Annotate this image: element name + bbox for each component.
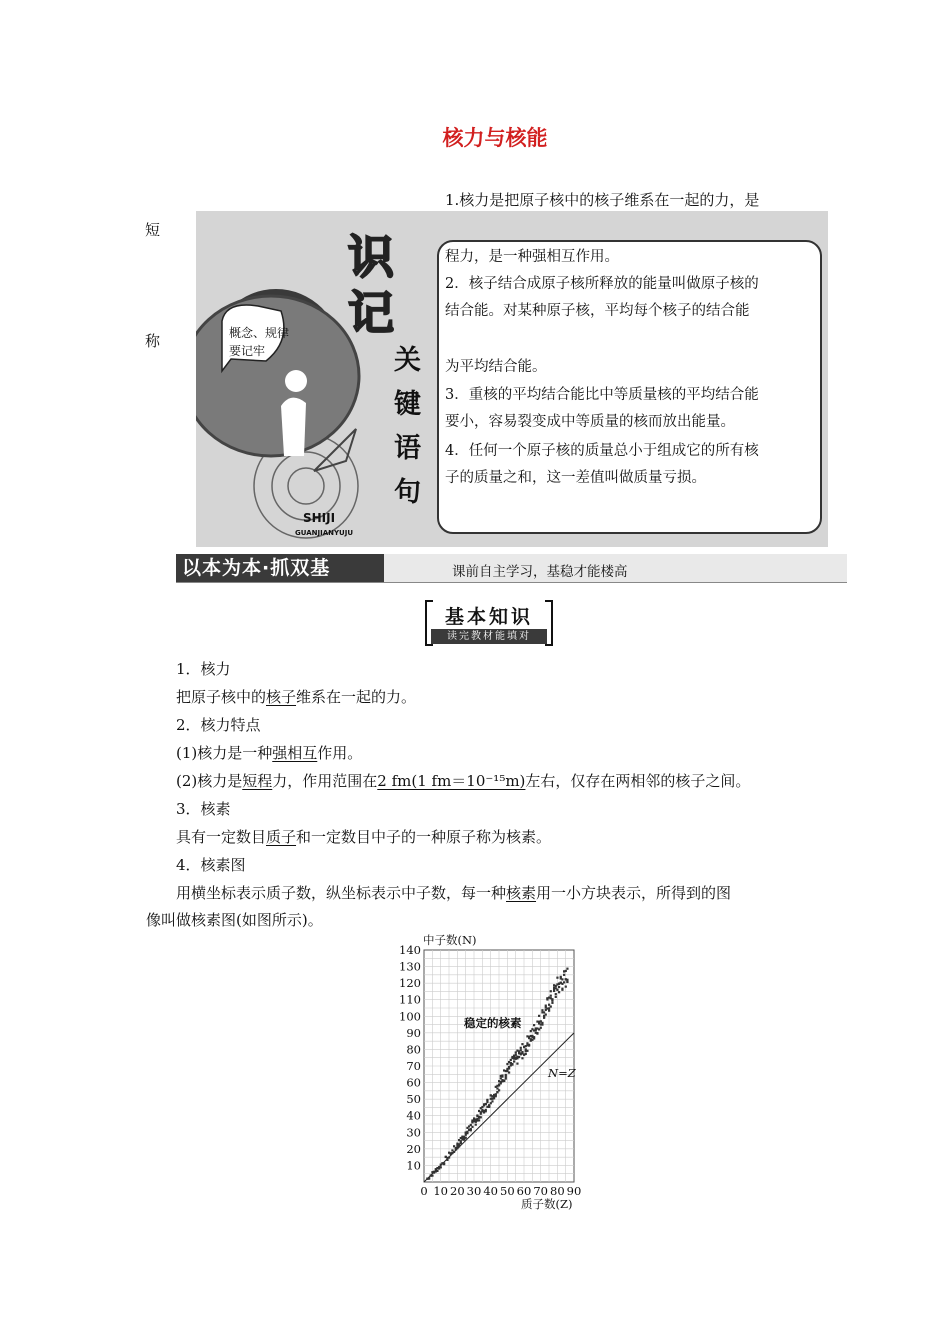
chart-nuclide-point: [520, 1047, 522, 1049]
section-badge: [425, 600, 553, 648]
chart-y-tick-label: 50: [406, 1092, 421, 1107]
chart-nuclide-point: [563, 974, 565, 976]
chart-nuclide-point: [536, 1032, 538, 1034]
banner-vertical-char-4: 句: [394, 477, 421, 508]
chart-nuclide-point: [533, 1036, 535, 1038]
paragraph-5: 用横坐标表示质子数，纵坐标表示中子数，每一种核素用一小方块表示，所得到的图: [176, 884, 732, 902]
answer-blank: 强相互: [272, 744, 318, 762]
chart-nuclide-point: [545, 1013, 547, 1015]
chart-x-tick-label: 60: [516, 1184, 532, 1198]
side-char-2: 称: [145, 332, 161, 350]
page-title: 核力与核能: [442, 126, 548, 150]
section-strip-title: 以本为本·抓双基: [176, 554, 384, 582]
answer-blank: 2 fm(1 fm＝10⁻¹⁵m): [377, 772, 526, 790]
chart-nuclide-point: [480, 1116, 482, 1118]
chart-nuclide-point: [526, 1050, 528, 1052]
chart-nuclide-point: [521, 1051, 523, 1053]
heading-1: 1．核力: [176, 660, 231, 678]
key-point-line: 结合能。对某种原子核，平均每个核子的结合能: [445, 303, 750, 319]
chart-nuclide-point: [485, 1103, 487, 1105]
chart-nuclide-point: [498, 1084, 500, 1086]
banner-bubble-line-2: 要记牢: [229, 344, 266, 358]
answer-blank: 核子: [266, 688, 297, 706]
chart-nuclide-point: [495, 1093, 497, 1095]
chart-nuclide-point: [505, 1074, 507, 1076]
chart-nuclide-point: [555, 996, 557, 998]
chart-nuclide-point: [566, 981, 568, 983]
chart-nuclide-point: [453, 1151, 455, 1153]
chart-nuclide-point: [561, 978, 563, 980]
chart-nuclide-point: [503, 1080, 505, 1082]
chart-nuclide-point: [465, 1137, 467, 1139]
section-badge-title: 基本知识: [444, 606, 533, 628]
paragraph-4: 具有一定数目质子和一定数目中子的一种原子称为核素。: [176, 828, 552, 846]
intro-line: 1.核力是把原子核中的核子维系在一起的力，是: [445, 191, 760, 209]
chart-x-tick-label: 10: [433, 1184, 448, 1198]
chart-nuclide-point: [543, 1017, 545, 1019]
chart-nuclide-point: [556, 977, 558, 979]
chart-nuclide-point: [475, 1124, 477, 1126]
chart-nuclide-point: [518, 1056, 520, 1058]
banner-guanjian: GUANJIANYUJU: [295, 529, 354, 537]
answer-blank: 核素: [506, 884, 537, 902]
chart-nuclide-point: [528, 1044, 530, 1046]
key-point-line: 为平均结合能。: [445, 359, 547, 375]
chart-nuclide-point: [448, 1156, 450, 1158]
chart-nuclide-point: [558, 991, 560, 993]
heading-4: 4．核素图: [176, 856, 246, 874]
chart-nuclide-point: [505, 1077, 507, 1079]
chart-x-tick-label: 30: [466, 1184, 482, 1198]
heading-3: 3．核素: [176, 800, 231, 818]
chart-x-tick-label: 80: [550, 1184, 565, 1198]
heading-2: 2．核力特点: [176, 716, 261, 734]
key-point-line: 子的质量之和，这一差值叫做质量亏损。: [445, 470, 706, 486]
chart-nuclide-point: [436, 1170, 438, 1172]
chart-nuclide-point: [478, 1119, 480, 1121]
chart-nuclide-point: [525, 1053, 527, 1055]
chart-nuclide-point: [470, 1124, 472, 1126]
key-point-line: 3．重核的平均结合能比中等质量核的平均结合能: [445, 387, 759, 403]
chart-nuclide-point: [480, 1113, 482, 1115]
chart-nuclide-point: [486, 1099, 488, 1101]
chart-nuclide-point: [508, 1067, 510, 1069]
chart-nuclide-point: [550, 990, 552, 992]
chart-nuclide-point: [551, 1002, 553, 1004]
chart-y-tick-label: 120: [399, 976, 421, 991]
chart-nuclide-point: [541, 1023, 543, 1025]
chart-nuclide-point: [470, 1129, 472, 1131]
chart-x-tick-label: 40: [483, 1184, 498, 1198]
chart-nuclide-point: [513, 1060, 515, 1062]
key-point-line: 4．任何一个原子核的质量总小于组成它的所有核: [445, 443, 759, 459]
chart-nuclide-point: [551, 999, 553, 1001]
chart-y-tick-label: 130: [399, 959, 421, 974]
chart-y-tick-label: 90: [406, 1025, 421, 1040]
paragraph-6: 像叫做核素图(如图所示)。: [146, 911, 323, 929]
chart-nuclide-point: [428, 1177, 430, 1179]
chart-y-label: 中子数(N): [423, 933, 477, 947]
chart-nuclide-point: [511, 1064, 513, 1066]
chart-nuclide-point: [521, 1057, 523, 1059]
banner-vertical-char-2: 键: [394, 389, 421, 420]
banner-shiji: SHIJI: [303, 511, 336, 525]
chart-nuclide-point: [488, 1106, 490, 1108]
chart-nuclide-point: [543, 1011, 545, 1013]
chart-x-tick-label: 50: [500, 1184, 515, 1198]
chart-nuclide-point: [538, 1015, 540, 1017]
chart-nuclide-point: [555, 993, 557, 995]
chart-y-tick-label: 140: [399, 943, 421, 957]
answer-blank: 短程: [242, 772, 273, 790]
key-point-line: 2．核子结合成原子核所释放的能量叫做原子核的: [445, 276, 759, 292]
chart-nuclide-point: [495, 1095, 497, 1097]
chart-y-tick-label: 10: [406, 1158, 421, 1173]
chart-line-label: N=Z: [548, 1066, 576, 1080]
chart-nuclide-point: [496, 1087, 498, 1089]
paragraph-1: 把原子核中的核子维系在一起的力。: [176, 688, 417, 706]
key-point-line: 程力，是一种强相互作用。: [445, 249, 619, 265]
chart-nuclide-point: [485, 1109, 487, 1111]
chart-x-label: 质子数(Z): [521, 1197, 573, 1211]
chart-nuclide-point: [460, 1142, 462, 1144]
nuclide-chart: [390, 930, 590, 1215]
paragraph-2: (1)核力是一种强相互作用。: [176, 744, 363, 762]
chart-nuclide-point: [458, 1145, 460, 1147]
chart-nuclide-point: [446, 1159, 448, 1161]
chart-nuclide-point: [515, 1054, 517, 1056]
banner-big-char-2: 记: [348, 286, 394, 340]
key-point-line: 要小，容易裂变成中等质量的核而放出能量。: [445, 414, 735, 430]
chart-y-tick-label: 100: [399, 1009, 421, 1024]
banner-bubble-line-1: 概念、规律: [229, 326, 290, 340]
chart-series-label: 稳定的核素: [464, 1016, 522, 1030]
chart-nuclide-point: [563, 981, 565, 983]
chart-nuclide-point: [566, 979, 568, 981]
chart-nuclide-point: [516, 1063, 518, 1065]
side-char-1: 短: [145, 221, 161, 239]
answer-blank: 质子: [266, 828, 297, 846]
chart-y-tick-label: 40: [406, 1108, 421, 1123]
chart-x-tick-label: 90: [566, 1184, 582, 1198]
chart-y-tick-label: 110: [399, 992, 421, 1007]
chart-nuclide-point: [561, 988, 563, 990]
paragraph-3: (2)核力是短程力，作用范围在2 fm(1 fm＝10⁻¹⁵m)左右，仅存在两相邻的核子之间。: [176, 772, 751, 790]
chart-nuclide-point: [533, 1024, 535, 1026]
chart-nuclide-point: [498, 1089, 500, 1091]
section-strip-subtitle: 课前自主学习，基稳才能楼高: [452, 564, 628, 580]
chart-nuclide-point: [431, 1175, 433, 1177]
chart-y-tick-label: 20: [406, 1141, 421, 1156]
chart-nuclide-point: [548, 1010, 550, 1012]
chart-nuclide-point: [566, 968, 568, 970]
chart-nuclide-point: [491, 1100, 493, 1102]
chart-nuclide-point: [500, 1082, 502, 1084]
chart-nuclide-point: [506, 1063, 508, 1065]
chart-nuclide-point: [440, 1166, 442, 1168]
chart-nuclide-point: [493, 1097, 495, 1099]
chart-nuclide-point: [501, 1076, 503, 1078]
chart-y-tick-label: 30: [406, 1125, 421, 1140]
chart-y-tick-label: 70: [406, 1059, 421, 1073]
chart-nuclide-point: [550, 995, 552, 997]
chart-nuclide-point: [565, 986, 567, 988]
chart-nuclide-point: [540, 1027, 542, 1029]
chart-nuclide-point: [550, 1005, 552, 1007]
banner-big-char-1: 识: [348, 230, 394, 284]
chart-nuclide-point: [463, 1139, 465, 1141]
chart-nuclide-point: [471, 1126, 473, 1128]
chart-y-tick-label: 60: [406, 1075, 421, 1090]
chart-nuclide-point: [443, 1163, 445, 1165]
chart-x-tick-label: 20: [450, 1184, 465, 1198]
chart-x-tick-label: 0: [420, 1184, 428, 1198]
chart-nuclide-point: [508, 1071, 510, 1073]
chart-nuclide-point: [521, 1043, 523, 1045]
banner-vertical-char-1: 关: [394, 345, 421, 376]
section-badge-subtitle: 读完教材能填对: [431, 629, 547, 644]
chart-y-tick-label: 80: [406, 1042, 421, 1057]
chart-nuclide-point: [558, 986, 560, 988]
chart-nuclide-point: [556, 989, 558, 991]
banner-vertical-char-3: 语: [394, 433, 421, 464]
chart-nuclide-point: [541, 1009, 543, 1011]
chart-nuclide-point: [565, 970, 567, 972]
chart-x-tick-label: 70: [533, 1184, 548, 1198]
